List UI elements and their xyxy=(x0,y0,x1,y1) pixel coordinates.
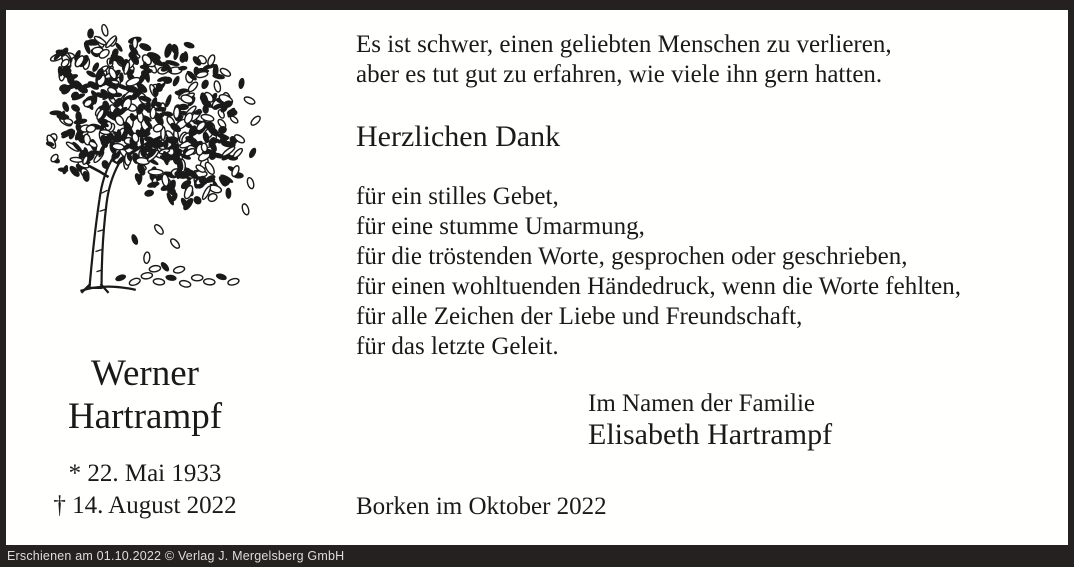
place-and-date: Borken im Oktober 2022 xyxy=(356,493,607,520)
deceased-last-name: Hartrampf xyxy=(67,396,223,437)
publisher-footer-text: Erschienen am 01.10.2022 © Verlag J. Mergelsberg GmbH xyxy=(7,549,345,563)
birth-date: * 22. Mai 1933 xyxy=(68,460,222,487)
closing-signature xyxy=(588,389,832,452)
thanks-line: für alle Zeichen der Liebe und Freundschaft, xyxy=(356,303,803,330)
closing-family-line: Im Namen der Familie xyxy=(588,390,816,417)
thanks-list xyxy=(356,182,961,362)
signature-name: Elisabeth Hartrampf xyxy=(588,418,833,451)
footer-bar xyxy=(0,545,1074,567)
life-dates xyxy=(14,458,276,522)
thanks-line: für ein stilles Gebet, xyxy=(356,183,559,210)
thanks-heading: Herzlichen Dank xyxy=(356,120,561,153)
thanks-line: für das letzte Geleit. xyxy=(356,333,559,360)
frame-left-border xyxy=(0,0,6,567)
tree-illustration xyxy=(38,20,300,307)
intro-line-2: aber es tut gut zu erfahren, wie viele ihn gern hatten. xyxy=(356,61,883,88)
death-date: † 14. August 2022 xyxy=(53,492,237,519)
deceased-name xyxy=(22,352,268,438)
thanks-line: für eine stumme Umarmung, xyxy=(356,213,645,240)
deceased-first-name: Werner xyxy=(91,353,199,394)
thanks-line: für die tröstenden Worte, gesprochen oder geschrieben, xyxy=(356,243,908,270)
tree-with-falling-leaves-icon xyxy=(38,20,300,307)
frame-right-border xyxy=(1068,0,1074,567)
intro-text xyxy=(356,30,892,90)
thanks-line: für einen wohltuenden Händedruck, wenn die Worte fehlten, xyxy=(356,273,961,300)
intro-line-1: Es ist schwer, einen geliebten Menschen zu verlieren, xyxy=(356,31,892,58)
tree-trunk xyxy=(89,160,118,288)
frame-top-border xyxy=(0,0,1074,10)
